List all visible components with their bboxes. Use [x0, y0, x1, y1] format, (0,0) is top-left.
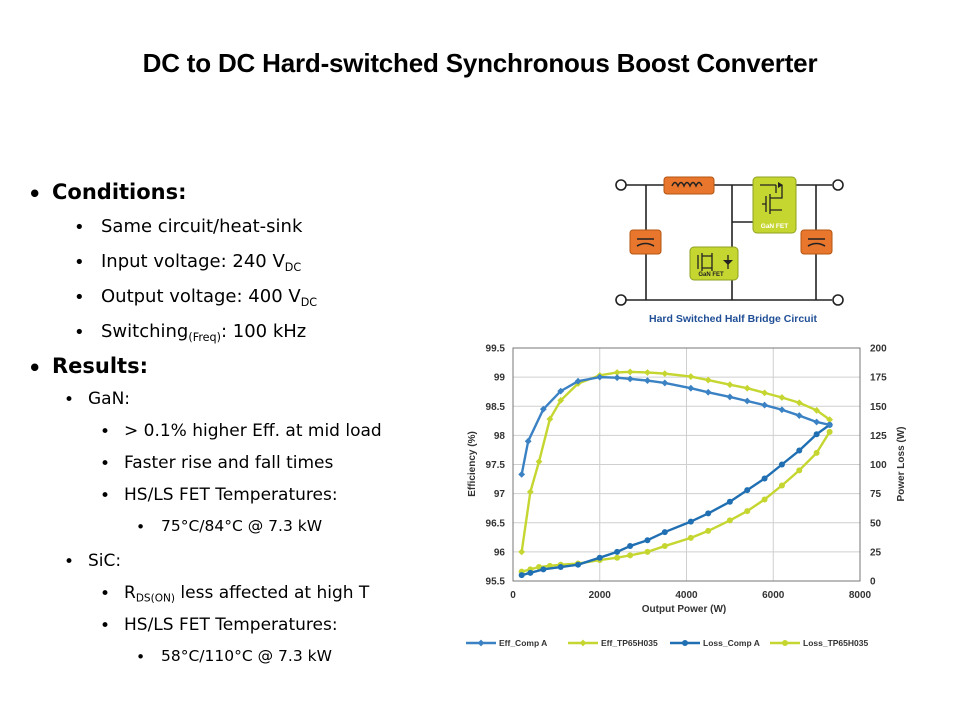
data-point [687, 373, 694, 380]
inductor-icon [664, 177, 714, 194]
series-line [522, 377, 830, 474]
y-axis-label: Efficiency (%) [467, 431, 478, 497]
bullet-dot: • [28, 182, 42, 206]
data-point [727, 499, 733, 505]
series-line [522, 425, 830, 575]
data-point [813, 419, 820, 426]
data-point [627, 543, 633, 549]
data-point [779, 394, 786, 401]
capacitor-right-icon [801, 230, 832, 254]
data-point [705, 389, 712, 396]
data-point [527, 488, 534, 495]
x-axis-ticks [510, 590, 871, 601]
data-point [644, 369, 651, 376]
y-tick-label: 98 [493, 430, 505, 442]
y2-tick-label: 25 [870, 547, 882, 559]
x-tick-label: 8000 [848, 590, 872, 601]
data-point [726, 394, 733, 401]
bullet-dot: • [64, 552, 75, 572]
y2-tick-label: 0 [870, 576, 876, 588]
data-point [827, 429, 833, 435]
svg-text:GaN FET: GaN FET [698, 272, 724, 278]
series-loss-comp-a [519, 422, 833, 578]
data-point [661, 370, 668, 377]
data-point [644, 377, 651, 384]
data-point [580, 640, 587, 647]
x-tick-label: 4000 [675, 590, 698, 601]
data-point [682, 640, 688, 646]
data-point [662, 543, 668, 549]
data-point [744, 487, 750, 493]
legend-item [466, 638, 547, 648]
data-point [575, 562, 581, 568]
x-tick-label: 6000 [762, 590, 785, 601]
gan-fet-low-side-icon [690, 247, 738, 280]
bullet-dot: • [136, 648, 146, 666]
data-point [644, 537, 650, 543]
data-point [478, 640, 485, 647]
chart-legend [466, 638, 868, 648]
circuit-caption: Hard Switched Half Bridge Circuit [648, 313, 818, 325]
y2-axis-label: Power Loss (W) [896, 426, 907, 502]
data-point [518, 471, 525, 478]
gan-rise-fall-text: Faster rise and fall times [124, 453, 334, 473]
data-point [687, 385, 694, 392]
bullet-dot: • [136, 518, 146, 536]
y2-tick-label: 75 [870, 489, 882, 501]
bullet-dot: • [64, 390, 75, 410]
x-tick-label: 2000 [588, 590, 611, 601]
legend-label: Loss_Comp A [703, 638, 760, 648]
bullet-dot: • [74, 252, 85, 273]
bullet-dot: • [100, 486, 111, 506]
data-point [527, 570, 533, 576]
data-point [518, 548, 525, 555]
sic-temp-values: 58°C/110°C @ 7.3 kW [161, 647, 332, 665]
output-voltage-text: Output voltage: 400 $V_{DC}$ [101, 286, 318, 309]
bullet-dot: • [74, 322, 85, 343]
data-point [705, 377, 712, 384]
data-point [761, 402, 768, 409]
y2-tick-label: 175 [870, 372, 887, 384]
data-point [744, 385, 751, 392]
legend-label: Eff_Comp A [499, 638, 548, 648]
y2-axis-ticks [870, 344, 887, 588]
y-tick-label: 96 [493, 547, 505, 559]
y-tick-label: 98.5 [485, 401, 505, 413]
x-axis-label: Output Power (W) [641, 604, 727, 615]
data-point [627, 368, 634, 375]
data-point [614, 549, 620, 555]
data-point [661, 380, 668, 387]
data-point [558, 564, 564, 570]
sic-label: SiC: [88, 551, 122, 571]
data-point [627, 552, 633, 558]
data-point [688, 535, 694, 541]
y2-tick-label: 125 [870, 430, 887, 442]
sic-temps-text: HS/LS FET Temperatures: [124, 615, 338, 635]
data-point [688, 519, 694, 525]
y-tick-label: 95.5 [485, 576, 505, 588]
y2-tick-label: 50 [870, 518, 882, 530]
gan-fet-high-side-icon [753, 177, 796, 233]
efficiency-loss-chart [448, 336, 908, 656]
data-point [705, 528, 711, 534]
switching-text: Switching$_{(Freq)}$: 100 kHz [101, 321, 307, 344]
data-point [796, 467, 802, 473]
data-point [614, 374, 621, 381]
gan-label: GaN: [88, 389, 131, 409]
y-tick-label: 99 [493, 372, 505, 384]
bullet-dot: • [100, 422, 111, 442]
data-point [762, 475, 768, 481]
y-tick-label: 97 [493, 489, 505, 501]
input-voltage-text: Input voltage: 240 $V_{DC}$ [101, 251, 302, 274]
results-heading: Results: [52, 354, 148, 378]
data-point [662, 529, 668, 535]
data-point [597, 555, 603, 561]
y-tick-label: 99.5 [485, 343, 505, 355]
data-point [814, 450, 820, 456]
data-point [627, 375, 634, 382]
bullet-dot: • [28, 356, 42, 380]
slide-title: DC to DC Hard-switched Synchronous Boost Converter [142, 48, 818, 78]
chart-gridlines [513, 348, 860, 581]
data-point [536, 458, 543, 465]
y-tick-label: 97.5 [485, 460, 505, 471]
y-axis-ticks [486, 344, 506, 588]
bullet-dot: • [100, 454, 111, 474]
data-point [762, 496, 768, 502]
gan-efficiency-text: > 0.1% higher Eff. at mid load [124, 421, 382, 441]
data-point [744, 508, 750, 514]
data-point [779, 462, 785, 468]
data-point [727, 517, 733, 523]
data-point [705, 510, 711, 516]
data-point [614, 555, 620, 561]
data-point [519, 572, 525, 578]
bullet-dot: • [100, 616, 111, 636]
sic-rdson-text: $R_{DS(ON)}$ less affected at high T [124, 583, 370, 605]
data-point [814, 431, 820, 437]
legend-label: Eff_TP65H035 [601, 638, 658, 648]
data-point [761, 389, 768, 396]
legend-item [568, 638, 658, 648]
data-point [779, 482, 785, 488]
bullet-dot: • [74, 217, 85, 238]
y2-tick-label: 100 [870, 460, 887, 471]
y-tick-label: 96.5 [485, 518, 505, 530]
data-point [744, 398, 751, 405]
data-point [540, 566, 546, 572]
data-point [796, 448, 802, 454]
data-point [796, 399, 803, 406]
data-point [782, 640, 788, 646]
chart-series [518, 368, 833, 578]
legend-item [670, 638, 760, 648]
x-tick-label: 0 [510, 590, 516, 601]
svg-text:GaN FET: GaN FET [760, 223, 789, 230]
legend-item [770, 638, 868, 648]
data-point [779, 406, 786, 413]
bullet-dot: • [100, 584, 111, 604]
series-line [522, 432, 830, 572]
gan-temp-values: 75°C/84°C @ 7.3 kW [161, 517, 323, 535]
data-point [796, 412, 803, 419]
half-bridge-circuit-diagram [608, 172, 858, 328]
y2-tick-label: 150 [870, 401, 887, 413]
legend-label: Loss_TP65H035 [803, 638, 869, 648]
y2-tick-label: 200 [870, 343, 887, 355]
gan-temps-text: HS/LS FET Temperatures: [124, 485, 338, 505]
bullet-dot: • [74, 287, 85, 308]
same-circuit-text: Same circuit/heat-sink [101, 216, 303, 237]
series-loss-tp65h035 [519, 429, 833, 575]
data-point [644, 549, 650, 555]
capacitor-left-icon [630, 230, 661, 254]
data-point [726, 381, 733, 388]
conditions-heading: Conditions: [52, 180, 187, 204]
